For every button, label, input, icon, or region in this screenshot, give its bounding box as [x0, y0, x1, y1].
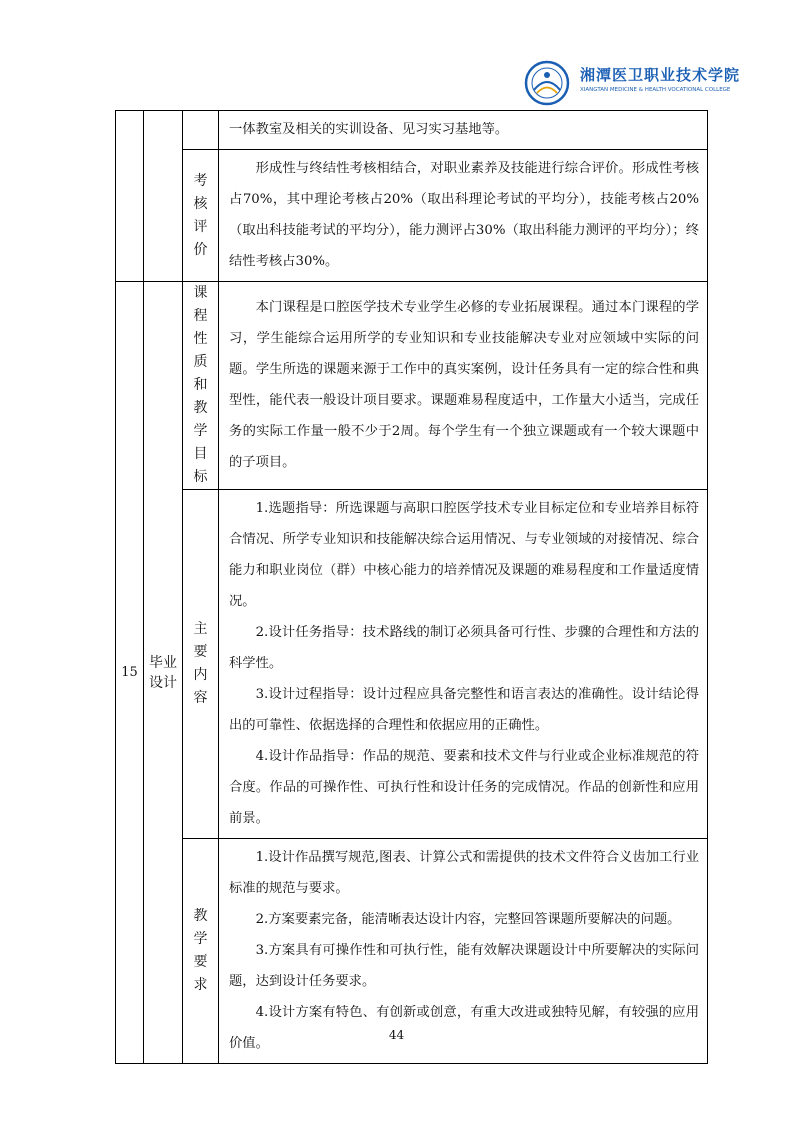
row-number: 15	[116, 282, 144, 1064]
req-item: 1.设计作品撰写规范,图表、计算公式和需提供的技术文件符合义齿加工行业标准的规范与要求。	[229, 850, 699, 896]
school-emblem-icon	[524, 60, 570, 106]
page-number: 44	[388, 1028, 405, 1042]
school-name-en: XIANGTAN MEDICINE & HEALTH VOCATIONAL COLLEGE	[580, 87, 731, 93]
table-row	[116, 150, 708, 282]
table-row	[116, 282, 708, 490]
content-label: 主要内容	[193, 621, 208, 706]
req-item: 3.方案具有可操作性和可执行性，能有效解决课题设计中所要解决的实际问题，达到设计任务要求。	[229, 943, 699, 989]
nature-text: 本门课程是口腔医学技术专业学生必修的专业拓展课程。通过本门课程的学习，学生能综合运用所学的专业知识和专业技能解决专业对应领域中实际的问题。学生所选的课题来源于工作中的真实案例，设计任务具有一定的综合性和典型性，能代表一般设计项目要求。课题难易程度适中，工作量大小适当，完成任务的实际工作量一般不少于2周。每个学生有一个独立课题或有一个较大课题中的子项目。	[229, 300, 699, 470]
content-item: 2.设计任务指导：技术路线的制订必须具备可行性、步骤的合理性和方法的科学性。	[229, 625, 699, 671]
school-logo	[524, 60, 741, 110]
content-item: 1.选题指导：所选课题与高职口腔医学技术专业目标定位和专业培养目标符合情况、所学专业知识和技能解决综合运用情况、与专业领域的对接情况、综合能力和职业岗位（群）中核心能力的培养情况及课题的难易程度和工作量适度情况。	[229, 501, 699, 609]
req-label: 教学要求	[193, 908, 208, 993]
curriculum-table	[115, 110, 708, 1064]
content-item: 3.设计过程指导：设计过程应具备完整性和语言表达的准确性。设计结论得出的可靠性、依据选择的合理性和依据应用的正确性。	[229, 687, 699, 733]
content-item: 4.设计作品指导：作品的规范、要素和技术文件与行业或企业标准规范的符合度。作品的可操作性、可执行性和设计任务的完成情况。作品的创新性和应用前景。	[229, 749, 699, 826]
assess-text: 形成性与终结性考核相结合，对职业素养及技能进行综合评价。形成性考核占70%，其中理论考核占20%（取出科理论考试的平均分），技能考核占20%（取出科技能考试的平均分），能力测评占30%（取出科能力测评的平均分）；终结性考核占30%。	[229, 161, 699, 269]
assess-label: 考核评价	[193, 172, 208, 258]
req-item: 4.设计方案有特色、有创新或创意，有重大改进或独特见解，有较强的应用价值。	[229, 1005, 699, 1051]
nature-label: 课程性质和教学目标	[193, 285, 208, 485]
table-row	[116, 490, 708, 839]
course-name: 毕业设计	[149, 654, 177, 691]
req-item: 2.方案要素完备，能清晰表达设计内容，完整回答课题所要解决的问题。	[255, 912, 681, 927]
resources-text: 一体教室及相关的实训设备、见习实习基地等。	[229, 122, 509, 137]
table-row	[116, 111, 708, 150]
school-name: 湘潭医卫职业技术学院	[580, 66, 741, 84]
